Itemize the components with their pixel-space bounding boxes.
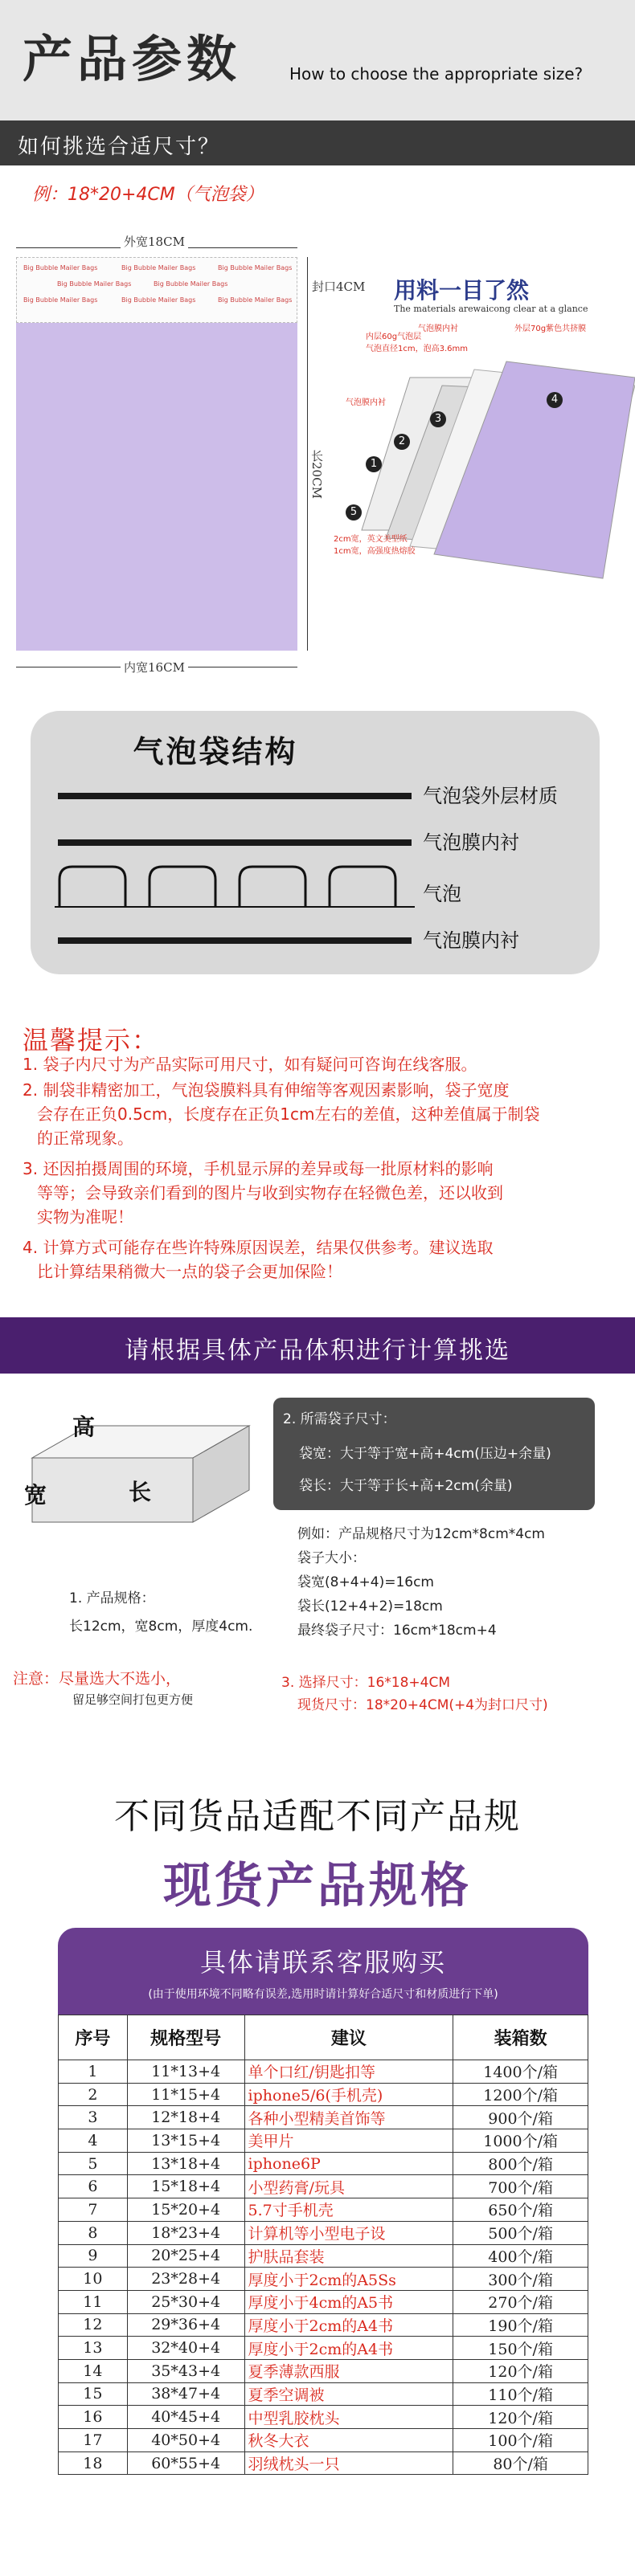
row-spec: 20*25+4 [127,2244,244,2268]
row-box-count: 270个/箱 [453,2290,588,2313]
bag-print-8: Big Bubble Mailer Bags [218,296,293,304]
row-index: 6 [59,2175,128,2198]
row-suggestion: 厚度小于2cm的A4书 [244,2337,453,2360]
row-index: 10 [59,2268,128,2291]
row-box-count: 1000个/箱 [453,2129,588,2153]
table-row [59,2198,588,2222]
row-suggestion: 夏季空调被 [244,2382,453,2406]
outer-width-label: 外宽18CM [121,233,188,250]
row-index: 15 [59,2382,128,2406]
row-index: 1 [59,2060,128,2084]
seal-line [307,257,308,323]
bag-print-6: Big Bubble Mailer Bags [23,296,98,304]
bubble-shapes [55,862,416,910]
row-spec: 11*15+4 [127,2083,244,2106]
row-box-count: 500个/箱 [453,2221,588,2244]
row-index: 3 [59,2106,128,2129]
inner-film-line-1 [58,839,412,846]
tip-line-3: 会存在正负0.5cm，长度存在正负1cm左右的差值，这种差值属于制袋 [37,1104,540,1124]
layer-number-3: 3 [430,411,446,427]
row-suggestion: 夏季薄款西服 [244,2359,453,2382]
row-index: 8 [59,2221,128,2244]
table-row [59,2083,588,2106]
example-label: 例：18*20+4CM（气泡袋） [32,185,264,205]
example-1: 例如：产品规格尺寸为12cm*8cm*4cm [297,1526,545,1542]
layer-number-4: 4 [547,392,563,408]
seal-label: 封口4CM [312,280,366,294]
col-header-index: 序号 [59,2015,128,2060]
row-spec: 35*43+4 [127,2359,244,2382]
callout-1: 内层60g气泡层 气泡直径1cm，泡高3.6mm [366,333,468,353]
table-row [59,2152,588,2175]
row-spec: 12*18+4 [127,2106,244,2129]
clear-title: 用料一目了然 [394,277,530,304]
row-spec: 23*28+4 [127,2268,244,2291]
table-row [59,2244,588,2268]
row-suggestion: 各种小型精美首饰等 [244,2106,453,2129]
callout-3: 外层70g紫色共挤膜 [514,325,587,333]
row-suggestion: 秋冬大衣 [244,2429,453,2452]
row-suggestion: 中型乳胶枕头 [244,2406,453,2429]
row-box-count: 150个/箱 [453,2337,588,2360]
row-index: 9 [59,2244,128,2268]
row-index: 2 [59,2083,128,2106]
row-box-count: 100个/箱 [453,2429,588,2452]
example-3: 袋宽(8+4+4)=16cm [297,1574,434,1590]
headline-2: 现货产品规格 [163,1858,472,1914]
row-suggestion: 单个口红/钥匙扣等 [244,2060,453,2084]
bag-seal-area [16,257,297,323]
structure-panel [31,711,600,974]
row-spec: 60*55+4 [127,2451,244,2475]
spec-table [58,2015,588,2475]
row-suggestion: 小型药膏/玩具 [244,2175,453,2198]
row-suggestion: iphone5/6(手机壳) [244,2083,453,2106]
row-index: 5 [59,2152,128,2175]
bag-print-4: Big Bubble Mailer Bags [57,280,132,288]
tip-line-2: 2. 制袋非精密加工，气泡袋膜料具有伸缩等客观因素影响，袋子宽度 [23,1080,510,1100]
table-row [59,2382,588,2406]
col-header-box: 装箱数 [453,2015,588,2060]
row-suggestion: 厚度小于4cm的A5书 [244,2290,453,2313]
row-box-count: 120个/箱 [453,2359,588,2382]
table-row [59,2268,588,2291]
row-box-count: 800个/箱 [453,2152,588,2175]
table-row [59,2060,588,2084]
tip-line-8: 4. 计算方式可能存在些许特殊原因误差，结果仅供参考。建议选取 [23,1238,494,1257]
row-spec: 29*36+4 [127,2313,244,2337]
row-index: 18 [59,2451,128,2475]
box-label-wide: 宽 [24,1482,47,1508]
row-suggestion: iphone6P [244,2152,453,2175]
row-spec: 25*30+4 [127,2290,244,2313]
table-row [59,2175,588,2198]
row-suggestion: 厚度小于2cm的A4书 [244,2313,453,2337]
structure-label-2: 气泡膜内衬 [423,831,519,854]
tip-line-6: 等等；会导致亲们看到的图片与收到实物存在轻微色差，还以收到 [37,1183,503,1202]
row-spec: 13*18+4 [127,2152,244,2175]
tip-line-1: 1. 袋子内尺寸为产品实际可用尺寸，如有疑问可咨询在线客服。 [23,1055,477,1074]
page-subtitle: How to choose the appropriate size? [289,64,584,84]
spec-text: 长12cm，宽8cm，厚度4cm. [69,1619,253,1635]
table-row [59,2290,588,2313]
col-header-suggest: 建议 [244,2015,453,2060]
table-row [59,2313,588,2337]
row-spec: 40*45+4 [127,2406,244,2429]
row-box-count: 190个/箱 [453,2313,588,2337]
row-spec: 40*50+4 [127,2429,244,2452]
row-index: 4 [59,2129,128,2153]
choose-size: 3. 选择尺寸：16*18+4CM [281,1675,450,1691]
needed-width: 袋宽：大于等于宽+高+4cm(压边+余量) [299,1446,551,1462]
question-text: 如何挑选合适尺寸？ [18,135,221,159]
needed-length: 袋长：大于等于长+高+2cm(余量) [299,1478,513,1494]
callout-4: 气泡膜内衬 [346,398,386,407]
row-index: 11 [59,2290,128,2313]
bag-print-3: Big Bubble Mailer Bags [218,264,293,271]
row-spec: 15*18+4 [127,2175,244,2198]
note-sub: 留足够空间打包更方便 [72,1692,194,1707]
note-text: 注意：尽量选大不选小， [13,1670,182,1688]
row-suggestion: 5.7寸手机壳 [244,2198,453,2222]
calc-banner-text: 请根据具体产品体积进行计算挑选 [125,1337,510,1365]
row-spec: 11*13+4 [127,2060,244,2084]
structure-label-3: 气泡 [423,883,461,905]
row-suggestion: 厚度小于2cm的A5Ss [244,2268,453,2291]
row-suggestion: 羽绒枕头一只 [244,2451,453,2475]
row-box-count: 400个/箱 [453,2244,588,2268]
table-title: 具体请联系客服购买 [199,1947,446,1978]
row-box-count: 80个/箱 [453,2451,588,2475]
row-index: 14 [59,2359,128,2382]
clear-subtitle: The materials arewaicong clear at a glance [394,304,588,314]
callout-5: 2cm宽，英文美型纸 1cm宽，高强度热熔胶 [334,535,416,556]
col-header-spec: 规格型号 [127,2015,244,2060]
row-spec: 32*40+4 [127,2337,244,2360]
row-suggestion: 护肤品套装 [244,2244,453,2268]
box-label-high: 高 [72,1414,96,1440]
callout-2: 气泡膜内衬 [418,325,458,333]
row-box-count: 900个/箱 [453,2106,588,2129]
row-index: 16 [59,2406,128,2429]
structure-label-4: 气泡膜内衬 [423,929,519,952]
table-row [59,2129,588,2153]
table-row [59,2221,588,2244]
stock-size: 现货尺寸：18*20+4CM(+4为封口尺寸) [297,1697,548,1713]
inner-film-line-2 [58,937,412,944]
row-index: 7 [59,2198,128,2222]
outer-layer-line [58,793,412,799]
table-row [59,2106,588,2129]
row-index: 13 [59,2337,128,2360]
row-box-count: 300个/箱 [453,2268,588,2291]
row-box-count: 1400个/箱 [453,2060,588,2084]
row-spec: 38*47+4 [127,2382,244,2406]
example-5: 最终袋子尺寸：16cm*18cm+4 [297,1623,497,1639]
table-row [59,2337,588,2360]
length-line [307,323,308,651]
spec-title: 1. 产品规格： [69,1590,155,1606]
row-box-count: 120个/箱 [453,2406,588,2429]
table-row [59,2451,588,2475]
tip-line-5: 3. 还因拍摄周围的环境，手机显示屏的差异或每一批原材料的影响 [23,1159,494,1178]
row-spec: 15*20+4 [127,2198,244,2222]
bag-print-5: Big Bubble Mailer Bags [154,280,228,288]
inner-width-label: 内宽16CM [121,659,188,676]
structure-label-1: 气泡袋外层材质 [423,785,558,807]
bag-print-1: Big Bubble Mailer Bags [23,264,98,271]
table-row [59,2429,588,2452]
table-row [59,2359,588,2382]
layer-number-5: 5 [346,504,362,521]
table-subtitle: (由于使用环境不同略有误差,选用时请计算好合适尺寸和材质进行下单) [148,1988,498,2001]
length-label: 长20CM [309,450,324,499]
row-box-count: 110个/箱 [453,2382,588,2406]
needed-title: 2. 所需袋子尺寸： [283,1411,396,1427]
row-suggestion: 计算机等小型电子设 [244,2221,453,2244]
structure-title: 气泡袋结构 [133,734,298,770]
headline-1: 不同货品适配不同产品规 [114,1796,521,1837]
bag-print-7: Big Bubble Mailer Bags [121,296,196,304]
bag-print-2: Big Bubble Mailer Bags [121,264,196,271]
tips-heading: 温馨提示： [23,1025,160,1055]
tip-line-7: 实物为准呢！ [37,1207,133,1227]
row-index: 12 [59,2313,128,2337]
row-spec: 13*15+4 [127,2129,244,2153]
row-box-count: 650个/箱 [453,2198,588,2222]
example-2: 袋子大小： [297,1550,366,1566]
table-row [59,2406,588,2429]
tip-line-4: 的正常现象。 [37,1129,133,1148]
row-index: 17 [59,2429,128,2452]
tip-line-9: 比计算结果稍微大一点的袋子会更加保险！ [37,1262,342,1281]
layer-number-1: 1 [366,456,382,472]
row-box-count: 700个/箱 [453,2175,588,2198]
layer-number-2: 2 [394,434,410,450]
example-4: 袋长(12+4+2)=18cm [297,1598,443,1615]
row-box-count: 1200个/箱 [453,2083,588,2106]
box-label-long: 长 [129,1479,152,1505]
page-title: 产品参数 [23,30,242,88]
table-header-panel [58,1928,588,2016]
row-spec: 18*23+4 [127,2221,244,2244]
row-suggestion: 美甲片 [244,2129,453,2153]
